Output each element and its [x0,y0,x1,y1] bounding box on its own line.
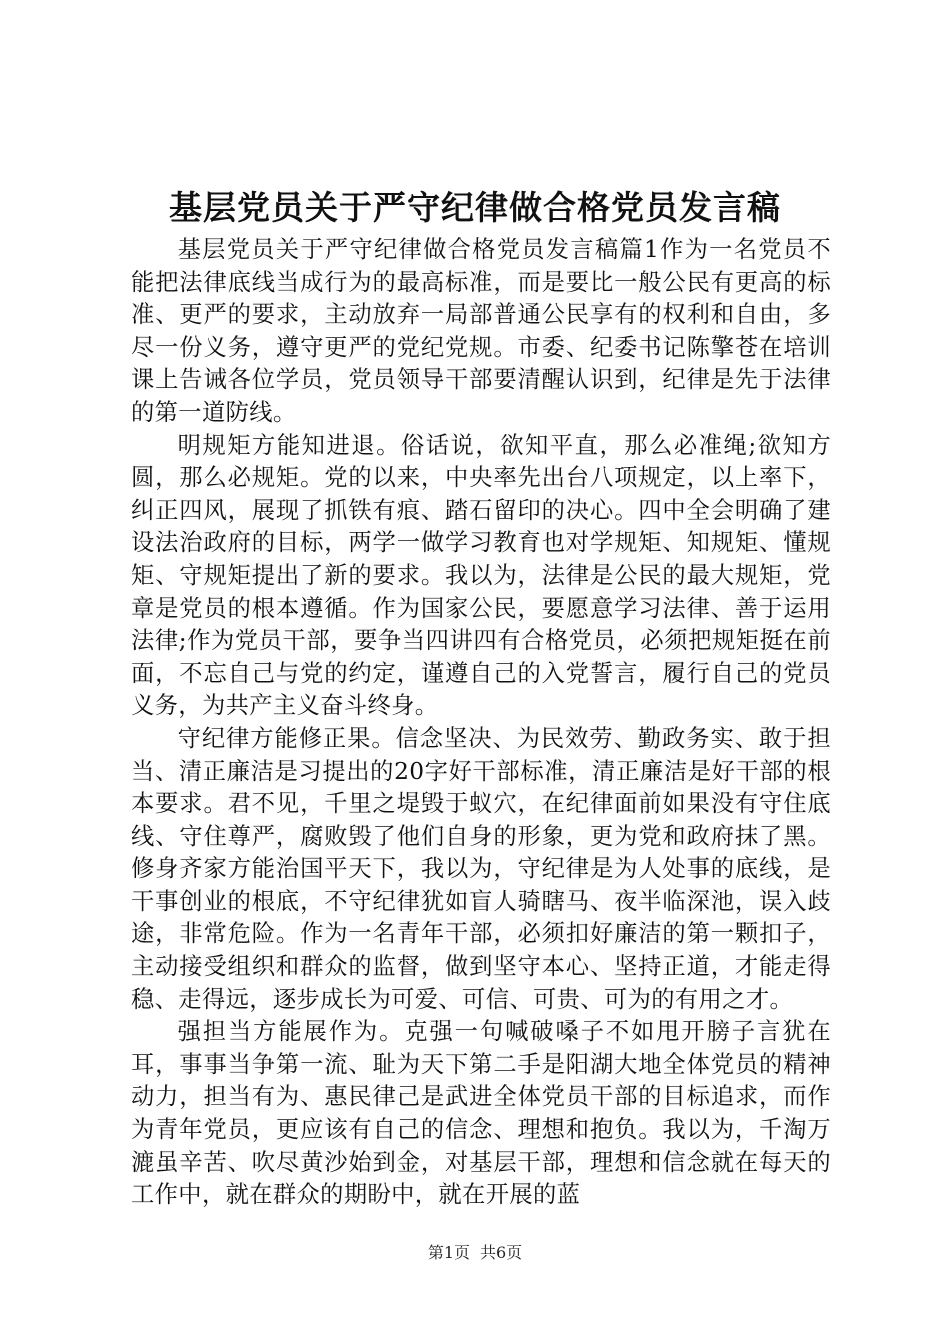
body-paragraph: 强担当方能展作为。克强一句喊破嗓子不如甩开膀子言犹在耳，事事当争第一流、耻为天下第二手是阳湖大地全体党员的精神动力，担当有为、惠民律己是武进全体党员干部的目标追求，而作为青年党员，更应该有自己的信念、理想和抱负。我以为，千淘万漉虽辛苦、吹尽黄沙始到金，对基层干部，理想和信念就在每天的工作中，就在群众的期盼中，就在开展的蓝 [131,1018,831,1209]
page-number-total: 共6页 [480,1243,523,1262]
document-body [131,234,831,1212]
page-footer [0,1242,950,1264]
body-paragraph: 守纪律方能修正果。信念坚决、为民效劳、勤政务实、敢于担当、清正廉洁是习提出的20字好干部标准，清正廉洁是好干部的根本要求。君不见，千里之堤毁于蚁穴，在纪律面前如果没有守住底线、守住尊严，腐败毁了他们自身的形象，更为党和政府抹了黑。修身齐家方能治国平天下，我以为，守纪律是为人处事的底线，是干事创业的根底，不守纪律犹如盲人骑瞎马、夜半临深池，误入歧途，非常危险。作为一名青年干部，必须扣好廉洁的第一颗扣子，主动接受组织和群众的监督，做到坚守本心、坚持正道，才能走得稳、走得远，逐步成长为可爱、可信、可贵、可为的有用之才。 [131,724,831,1013]
page-number-current: 第1页 [427,1243,470,1262]
document-title: 基层党员关于严守纪律做合格党员发言稿 [169,188,781,227]
body-paragraph: 明规矩方能知进退。俗话说，欲知平直，那么必准绳;欲知方圆，那么必规矩。党的以来，中央率先出台八项规定，以上率下，纠正四风，展现了抓铁有痕、踏石留印的决心。四中全会明确了建设法治政府的目标，两学一做学习教育也对学规矩、知规矩、懂规矩、守规矩提出了新的要求。我以为，法律是公民的最大规矩，党章是党员的根本遵循。作为国家公民，要愿意学习法律、善于运用法律;作为党员干部，要争当四讲四有合格党员，必须把规矩挺在前面，不忘自己与党的约定，谨遵自己的入党誓言，履行自己的党员义务，为共产主义奋斗终身。 [131,431,831,720]
body-paragraph: 基层党员关于严守纪律做合格党员发言稿篇1作为一名党员不能把法律底线当成行为的最高标准，而是要比一般公民有更高的标准、更严的要求，主动放弃一局部普通公民享有的权利和自由，多尽一份义务，遵守更严的党纪党规。市委、纪委书记陈擎苍在培训课上告诫各位学员，党员领导干部要清醒认识到，纪律是先于法律的第一道防线。 [131,236,831,426]
